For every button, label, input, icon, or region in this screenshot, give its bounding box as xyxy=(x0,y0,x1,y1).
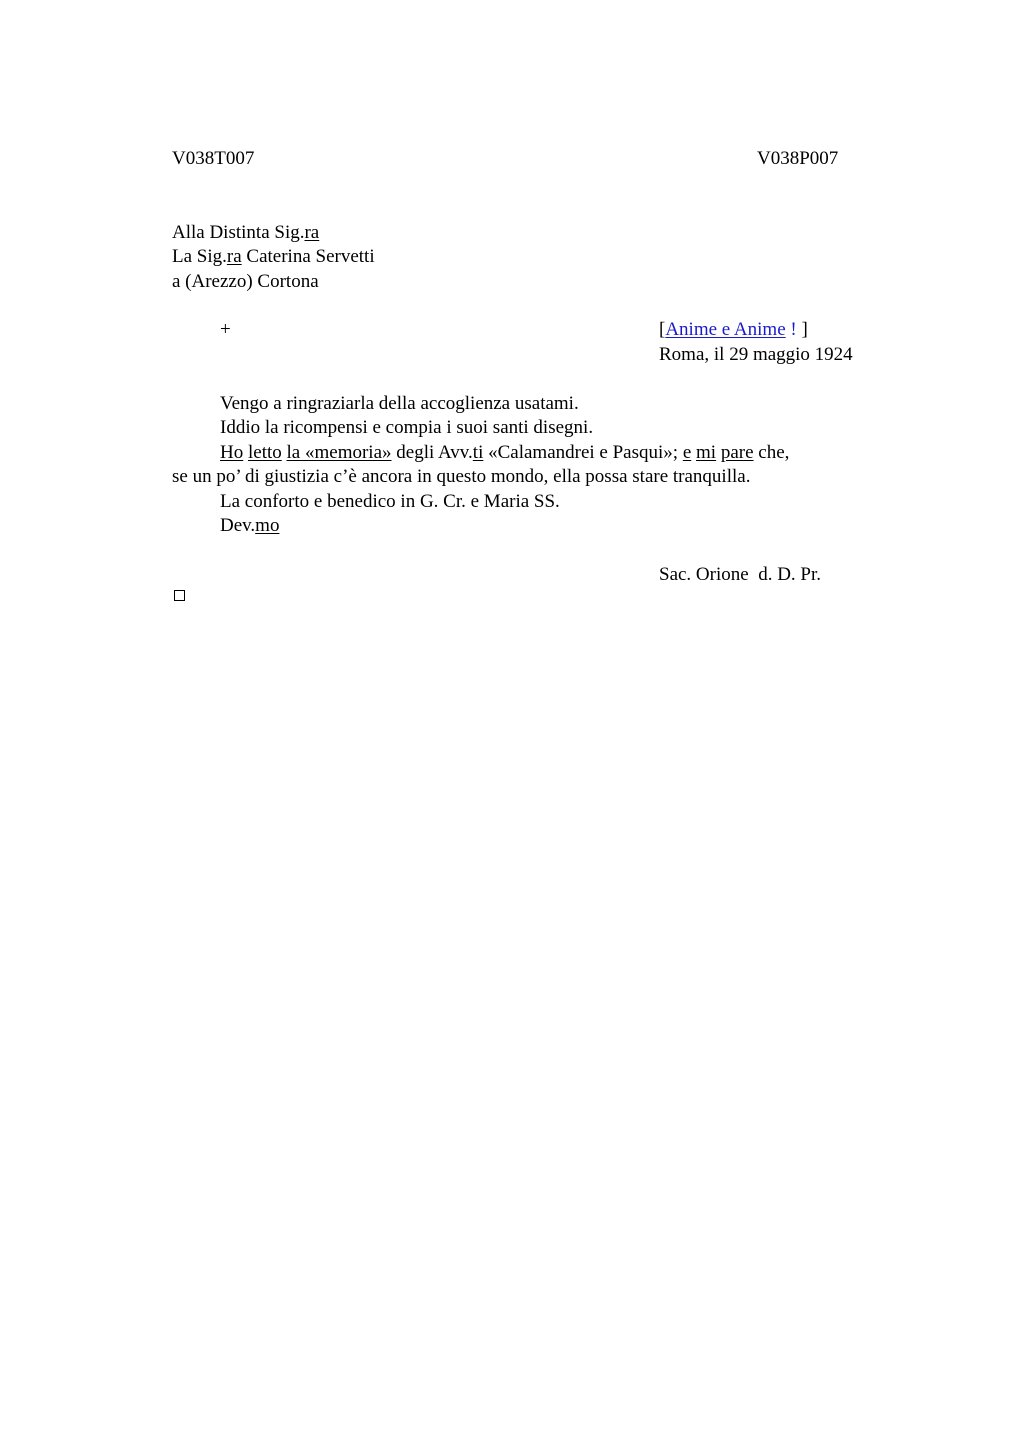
body-paragraph-4: La conforto e benedico in G. Cr. e Maria SS. xyxy=(220,491,560,512)
document-code-right: V038P007 xyxy=(757,148,839,169)
word-ho: Ho xyxy=(220,442,244,463)
closing-line xyxy=(220,516,279,535)
address-line-1-abbrev: ra xyxy=(304,222,320,243)
text-che: che, xyxy=(753,442,790,463)
word-pare: pare xyxy=(720,442,754,463)
address-line-2-abbrev: ra xyxy=(226,246,242,267)
open-bracket: [ xyxy=(659,319,666,340)
word-mi: mi xyxy=(696,442,717,463)
abbrev-ti: ti xyxy=(472,442,484,463)
exclamation-mark: ! xyxy=(790,319,797,340)
closing-prefix: Dev. xyxy=(220,515,256,536)
address-line-2-name: Caterina Servetti xyxy=(241,246,375,267)
address-line-2-text: La Sig. xyxy=(172,246,227,267)
closing-abbrev: mo xyxy=(255,515,280,536)
text-calamandrei: «Calamandrei e Pasqui»; xyxy=(483,442,683,463)
address-line-2 xyxy=(172,247,375,266)
body-paragraph-3 xyxy=(220,443,789,462)
address-line-1 xyxy=(172,223,319,242)
cross-symbol: + xyxy=(220,319,231,340)
close-bracket: ] xyxy=(796,319,808,340)
body-paragraph-1: Vengo a ringraziarla della accoglienza usatami. xyxy=(220,393,579,414)
anime-e-anime-link[interactable]: Anime e Anime xyxy=(665,319,786,340)
date-line: Roma, il 29 maggio 1924 xyxy=(659,344,853,365)
word-letto: letto xyxy=(247,442,282,463)
address-line-1-text: Alla Distinta Sig. xyxy=(172,222,305,243)
checkbox-square-icon xyxy=(174,590,185,601)
word-la-memoria: la «memoria» xyxy=(286,442,392,463)
body-paragraph-2: Iddio la ricompensi e compia i suoi santi disegni. xyxy=(220,417,594,438)
address-line-3: a (Arezzo) Cortona xyxy=(172,271,319,292)
document-code-left: V038T007 xyxy=(172,148,255,169)
text-degli-avv: degli Avv. xyxy=(391,442,473,463)
title-line xyxy=(659,320,808,339)
word-e: e xyxy=(682,442,692,463)
body-paragraph-3-continuation: se un po’ di giustizia c’è ancora in questo mondo, ella possa stare tranquilla. xyxy=(172,466,751,487)
signature: Sac. Orione d. D. Pr. xyxy=(659,564,822,585)
